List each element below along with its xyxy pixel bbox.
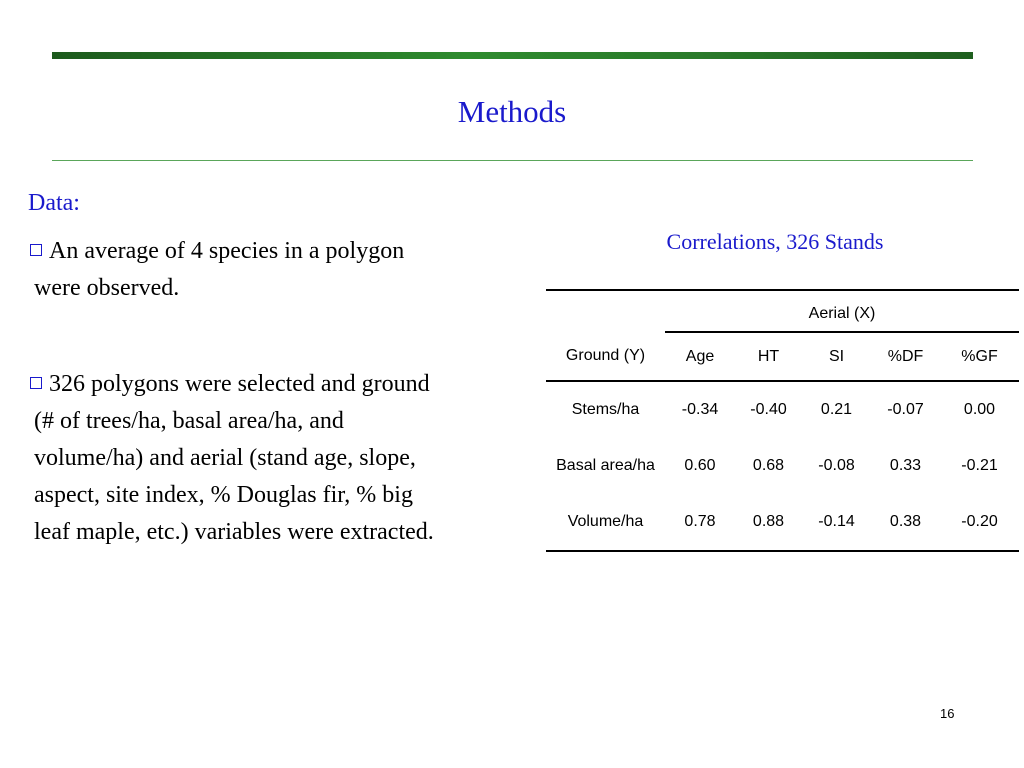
bullet-line: were observed. bbox=[34, 275, 180, 301]
table-cell: 0.60 bbox=[684, 457, 716, 474]
column-header: %DF bbox=[871, 332, 940, 381]
table-cell: 0.78 bbox=[665, 494, 735, 551]
bullet-square-icon bbox=[30, 244, 42, 256]
aerial-header: Aerial (X) bbox=[665, 297, 1019, 332]
bullet-line: 326 polygons were selected and ground bbox=[49, 371, 430, 397]
table-cell: -0.14 bbox=[802, 494, 871, 551]
column-header: SI bbox=[802, 332, 871, 381]
table-cell: -0.34 bbox=[681, 401, 719, 418]
bullet-line: (# of trees/ha, basal area/ha, and bbox=[34, 408, 344, 434]
table-cell: 0.00 bbox=[963, 401, 996, 418]
table-cell: 0.33 bbox=[889, 457, 922, 474]
bullet-polygons bbox=[30, 366, 520, 551]
row-label: Stems/ha bbox=[571, 401, 640, 418]
table-cell: 0.88 bbox=[735, 494, 802, 551]
slide-title: Methods bbox=[457, 94, 567, 129]
table-cell: -0.40 bbox=[750, 401, 787, 418]
column-header: %GF bbox=[940, 332, 1019, 381]
column-header: HT bbox=[735, 332, 802, 381]
correlation-table bbox=[546, 289, 1019, 552]
bullet-line: aspect, site index, % Douglas fir, % big bbox=[34, 482, 413, 508]
page-number: 16 bbox=[940, 706, 955, 721]
table-row bbox=[546, 438, 1019, 494]
table-cell: -0.21 bbox=[961, 457, 998, 474]
row-label: Volume/ha bbox=[546, 494, 665, 551]
bullet-square-icon bbox=[30, 377, 42, 389]
table-cell: 0.21 bbox=[820, 401, 853, 418]
header-bar bbox=[52, 52, 973, 59]
table-cell: -0.08 bbox=[818, 457, 855, 474]
column-header: Age bbox=[665, 332, 735, 381]
bullet-line: leaf maple, etc.) variables were extracted. bbox=[34, 519, 434, 545]
bullet-line: volume/ha) and aerial (stand age, slope, bbox=[34, 445, 416, 471]
ground-header: Ground (Y) bbox=[546, 332, 665, 381]
table-row bbox=[546, 494, 1019, 551]
table-cell: 0.38 bbox=[871, 494, 940, 551]
title-divider bbox=[52, 160, 973, 161]
row-label: Basal area/ha bbox=[556, 457, 655, 474]
table-cell: -0.20 bbox=[940, 494, 1019, 551]
data-label: Data: bbox=[28, 190, 80, 216]
bullet-species bbox=[30, 233, 520, 307]
bullet-line: An average of 4 species in a polygon bbox=[49, 238, 405, 264]
table-row bbox=[546, 381, 1019, 438]
table-cell: -0.07 bbox=[887, 401, 924, 418]
table-cell: 0.68 bbox=[752, 457, 785, 474]
table-title: Correlations, 326 Stands bbox=[666, 229, 884, 254]
